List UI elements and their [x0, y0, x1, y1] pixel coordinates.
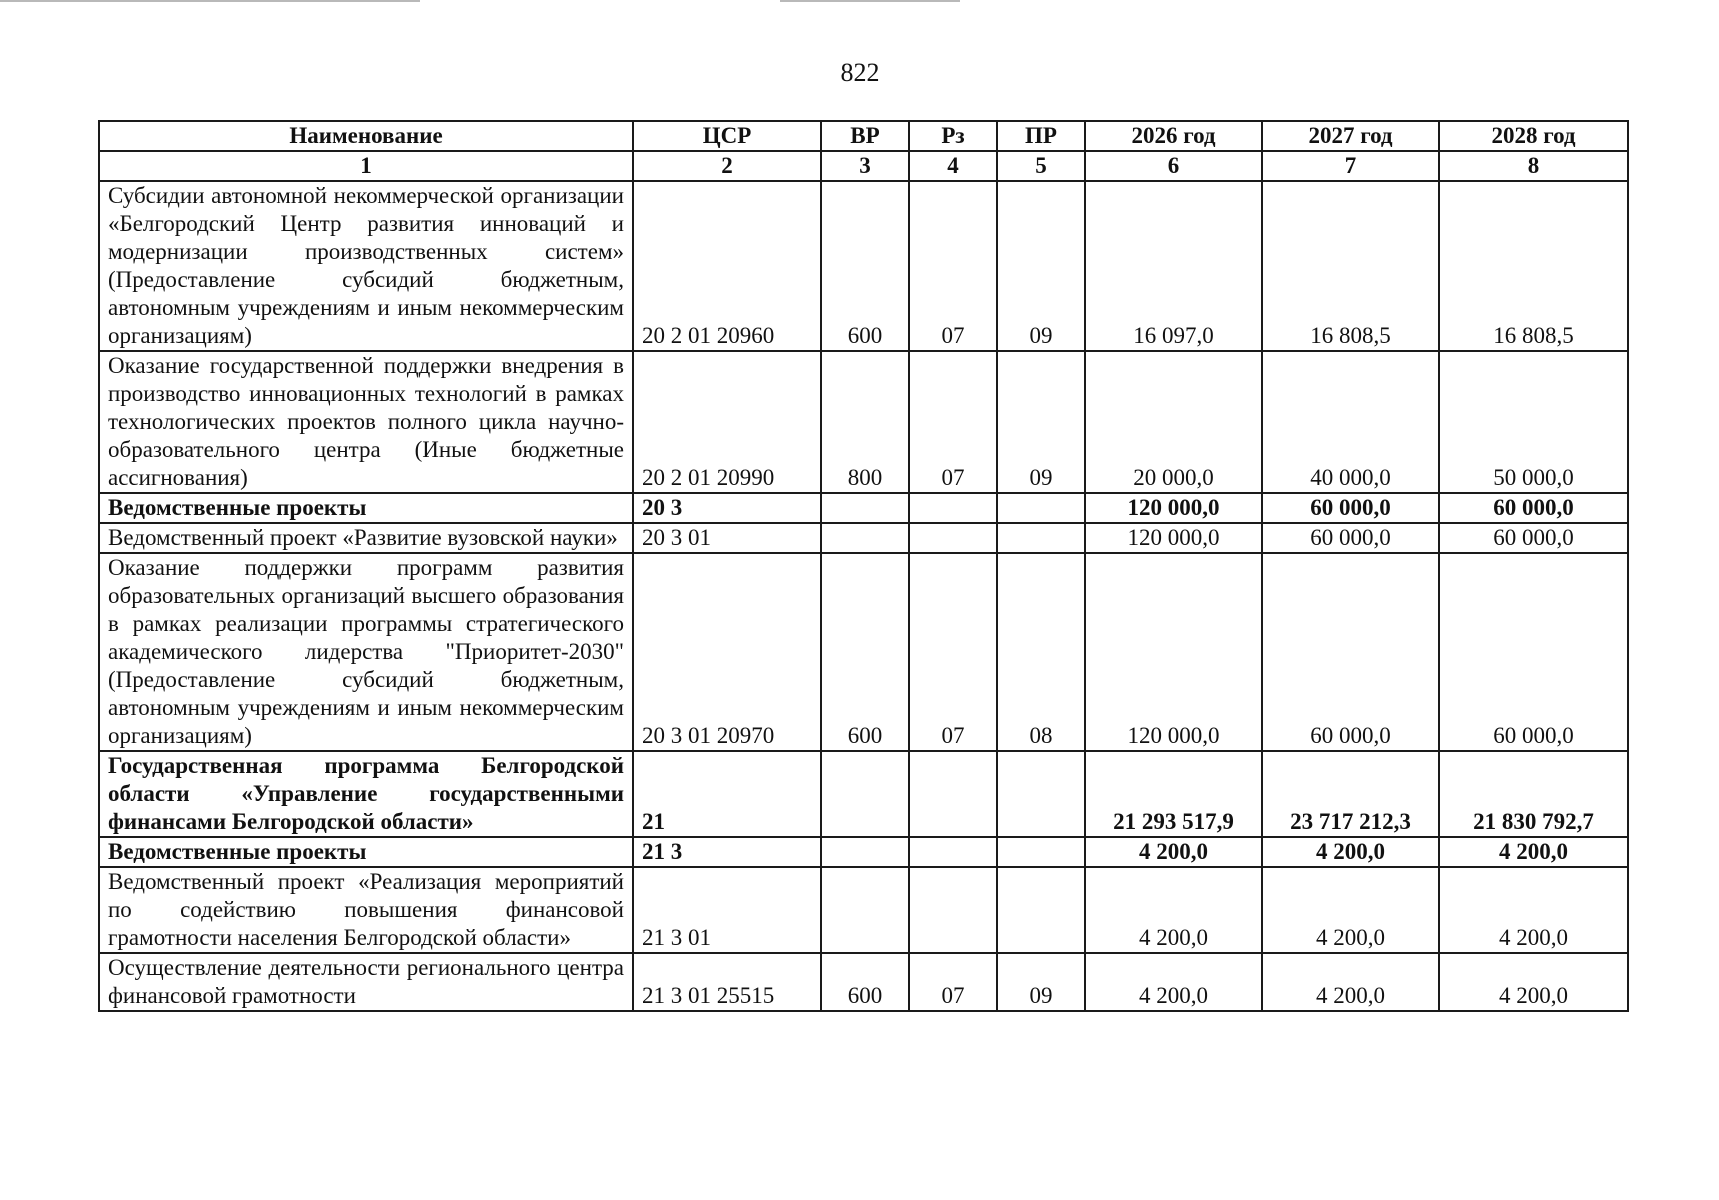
row-rz-cell: [909, 751, 997, 837]
row-2028-amount: 50 000,0: [1439, 351, 1628, 493]
row-vr-cell: [821, 837, 909, 867]
header-2026: 2026 год: [1085, 121, 1262, 151]
row-rz-cell: [909, 493, 997, 523]
row-2028-amount: 60 000,0: [1439, 553, 1628, 751]
column-number: 5: [997, 151, 1085, 181]
row-2027-amount: 60 000,0: [1262, 523, 1439, 553]
row-vr-cell: 800: [821, 351, 909, 493]
row-name-cell: Ведомственные проекты: [99, 493, 633, 523]
header-2028: 2028 год: [1439, 121, 1628, 151]
row-name-cell: Оказание государственной поддержки внедрения в производство инновационных технологий в рамках технологических проектов полного цикла научно-образовательного центра (Иные бюджетные ассигнования): [99, 351, 633, 493]
row-vr-cell: [821, 493, 909, 523]
row-2026-amount: 16 097,0: [1085, 181, 1262, 351]
column-number: 3: [821, 151, 909, 181]
row-2026-amount: 120 000,0: [1085, 523, 1262, 553]
table-row: [99, 553, 1628, 751]
row-name-cell: Ведомственные проекты: [99, 837, 633, 867]
table-row: [99, 523, 1628, 553]
row-2027-amount: 4 200,0: [1262, 837, 1439, 867]
row-pr-cell: 09: [997, 953, 1085, 1011]
column-number-row: [99, 151, 1628, 181]
header-row: [99, 121, 1628, 151]
row-csr-cell: 21 3: [633, 837, 821, 867]
row-csr-cell: 21 3 01: [633, 867, 821, 953]
row-csr-cell: 20 2 01 20990: [633, 351, 821, 493]
row-2027-amount: 23 717 212,3: [1262, 751, 1439, 837]
row-csr-cell: 21 3 01 25515: [633, 953, 821, 1011]
row-2027-amount: 60 000,0: [1262, 553, 1439, 751]
row-pr-cell: [997, 751, 1085, 837]
row-pr-cell: [997, 523, 1085, 553]
header-pr: ПР: [997, 121, 1085, 151]
row-2026-amount: 120 000,0: [1085, 553, 1262, 751]
header-rz: Рз: [909, 121, 997, 151]
row-vr-cell: 600: [821, 553, 909, 751]
row-2028-amount: 4 200,0: [1439, 837, 1628, 867]
row-vr-cell: [821, 751, 909, 837]
row-csr-cell: 20 2 01 20960: [633, 181, 821, 351]
row-rz-cell: [909, 523, 997, 553]
row-2027-amount: 4 200,0: [1262, 867, 1439, 953]
row-pr-cell: [997, 493, 1085, 523]
row-2027-amount: 40 000,0: [1262, 351, 1439, 493]
row-pr-cell: 09: [997, 181, 1085, 351]
row-rz-cell: 07: [909, 553, 997, 751]
table-row: [99, 751, 1628, 837]
row-csr-cell: 20 3 01: [633, 523, 821, 553]
row-rz-cell: 07: [909, 351, 997, 493]
row-2027-amount: 16 808,5: [1262, 181, 1439, 351]
row-name-cell: Осуществление деятельности регионального центра финансовой грамотности: [99, 953, 633, 1011]
page-number: 822: [840, 58, 880, 87]
row-rz-cell: 07: [909, 953, 997, 1011]
row-pr-cell: 08: [997, 553, 1085, 751]
row-csr-cell: 20 3: [633, 493, 821, 523]
row-vr-cell: 600: [821, 181, 909, 351]
row-2026-amount: 21 293 517,9: [1085, 751, 1262, 837]
row-pr-cell: 09: [997, 351, 1085, 493]
row-vr-cell: [821, 523, 909, 553]
table-row: [99, 351, 1628, 493]
column-number: 6: [1085, 151, 1262, 181]
scan-artifact-line: [0, 0, 420, 2]
row-rz-cell: [909, 837, 997, 867]
row-name-cell: Оказание поддержки программ развития образовательных организаций высшего образования в рамках реализации программы стратегического академического лидерства "Приоритет-2030" (Предоставление субсидий бюджетным, автономным учреждениям и иным некоммерческим организациям): [99, 553, 633, 751]
column-number: 2: [633, 151, 821, 181]
row-2028-amount: 21 830 792,7: [1439, 751, 1628, 837]
row-2026-amount: 4 200,0: [1085, 837, 1262, 867]
column-number: 8: [1439, 151, 1628, 181]
column-number: 1: [99, 151, 633, 181]
row-name-cell: Государственная программа Белгородской области «Управление государственными финансами Белгородской области»: [99, 751, 633, 837]
row-rz-cell: 07: [909, 181, 997, 351]
row-name-cell: Ведомственный проект «Развитие вузовской науки»: [99, 523, 633, 553]
row-2028-amount: 16 808,5: [1439, 181, 1628, 351]
table-row: [99, 181, 1628, 351]
row-2028-amount: 4 200,0: [1439, 953, 1628, 1011]
row-csr-cell: 21: [633, 751, 821, 837]
row-2028-amount: 60 000,0: [1439, 523, 1628, 553]
scan-artifact-line: [780, 0, 960, 2]
table-row: [99, 837, 1628, 867]
row-name-cell: Ведомственный проект «Реализация мероприятий по содействию повышения финансовой грамотности населения Белгородской области»: [99, 867, 633, 953]
row-2028-amount: 4 200,0: [1439, 867, 1628, 953]
row-2026-amount: 4 200,0: [1085, 867, 1262, 953]
table-row: [99, 953, 1628, 1011]
table-row: [99, 867, 1628, 953]
row-2028-amount: 60 000,0: [1439, 493, 1628, 523]
header-name: Наименование: [99, 121, 633, 151]
header-vr: ВР: [821, 121, 909, 151]
row-rz-cell: [909, 867, 997, 953]
table-row: [99, 493, 1628, 523]
header-2027: 2027 год: [1262, 121, 1439, 151]
row-2026-amount: 4 200,0: [1085, 953, 1262, 1011]
row-2027-amount: 4 200,0: [1262, 953, 1439, 1011]
row-2026-amount: 20 000,0: [1085, 351, 1262, 493]
row-2027-amount: 60 000,0: [1262, 493, 1439, 523]
column-number: 7: [1262, 151, 1439, 181]
column-number: 4: [909, 151, 997, 181]
row-vr-cell: [821, 867, 909, 953]
row-2026-amount: 120 000,0: [1085, 493, 1262, 523]
row-name-cell: Субсидии автономной некоммерческой организации «Белгородский Центр развития инноваций и модернизации производственных систем» (Предоставление субсидий бюджетным, автономным учреждениям и иным некоммерческим организациям): [99, 181, 633, 351]
row-vr-cell: 600: [821, 953, 909, 1011]
row-pr-cell: [997, 837, 1085, 867]
budget-table: [98, 120, 1629, 1012]
row-pr-cell: [997, 867, 1085, 953]
header-csr: ЦСР: [633, 121, 821, 151]
row-csr-cell: 20 3 01 20970: [633, 553, 821, 751]
